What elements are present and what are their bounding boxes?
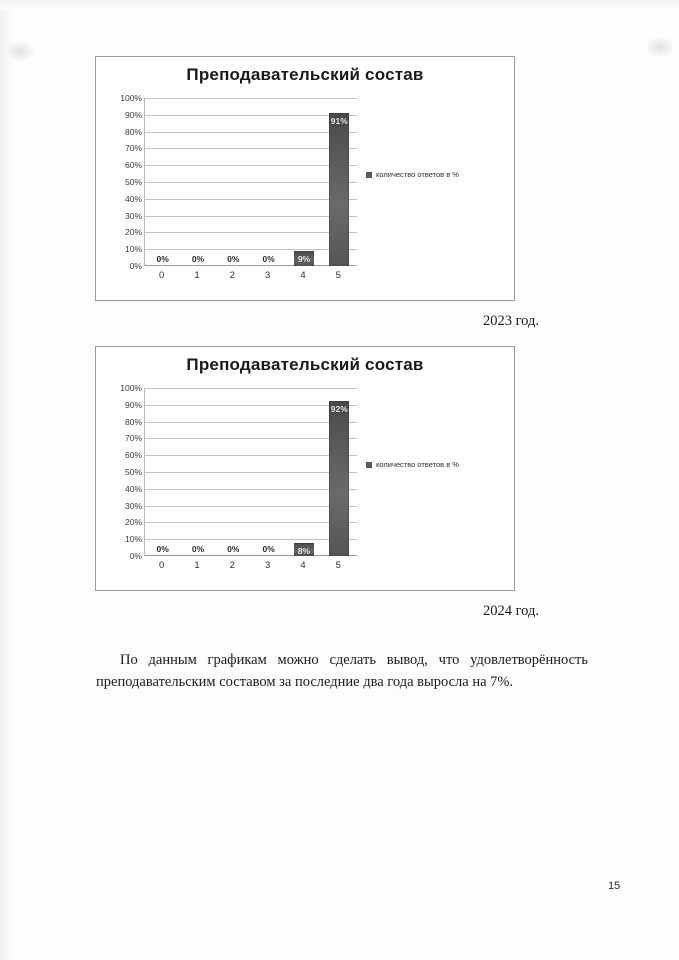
x-tick-5: 5: [335, 270, 341, 281]
x-tick-4: 4: [300, 560, 306, 571]
bar-value-label: 0%: [191, 544, 205, 554]
x-tick-1: 1: [194, 270, 200, 281]
y-tick-70: 70%: [124, 143, 142, 154]
scan-artifact: [645, 36, 675, 58]
chart-2023: [95, 56, 515, 301]
x-axis-ticks: [144, 270, 356, 281]
x-tick-0: 0: [159, 560, 165, 571]
bar: [329, 113, 349, 266]
bar-slot: [146, 98, 180, 266]
plot-area: [144, 98, 357, 266]
x-tick-4: 4: [300, 270, 306, 281]
y-tick-100: 100%: [120, 93, 142, 103]
legend-label: количество ответов в %: [376, 170, 459, 179]
bar-value-label: 0%: [227, 254, 240, 264]
y-tick-60: 60%: [124, 450, 142, 461]
chart-2024: [95, 346, 515, 591]
x-tick-2: 2: [229, 560, 235, 571]
plot-area: [144, 388, 357, 556]
bar: [329, 401, 349, 556]
x-tick-3: 3: [264, 560, 271, 571]
y-tick-90: 90%: [124, 109, 142, 120]
plot-wrapper: [96, 92, 514, 300]
chart-caption-2023: 2023 год.: [482, 313, 539, 329]
y-tick-0: 0%: [129, 261, 142, 271]
bar-group: [145, 98, 357, 266]
legend-label: количество ответов в %: [376, 460, 459, 469]
y-axis-ticks: [102, 93, 142, 271]
y-tick-10: 10%: [124, 534, 142, 545]
chart-title: Преподавательский состав: [186, 65, 424, 84]
y-tick-30: 30%: [124, 500, 142, 511]
bar: [294, 543, 314, 556]
chart-legend: [366, 170, 459, 179]
bar-value-label: 0%: [191, 254, 205, 264]
bar-value-label: 0%: [156, 544, 169, 554]
bar-slot: [252, 388, 286, 556]
bar: [294, 251, 314, 266]
body-paragraph: По данным графикам можно сделать вывод, что удовлетворённость преподавательским составом за последние два года выросла на 7%.: [96, 651, 588, 690]
bar-value-label: 9%: [297, 253, 311, 264]
chart-caption-2024: 2024 год.: [482, 603, 539, 619]
page-number: 15: [608, 880, 621, 892]
x-tick-0: 0: [159, 270, 165, 281]
bar-slot: [146, 388, 180, 556]
x-tick-2: 2: [229, 270, 235, 281]
bar-value-label: 92%: [330, 404, 348, 415]
x-tick-3: 3: [264, 270, 271, 281]
y-tick-60: 60%: [124, 160, 142, 171]
bar-group: [145, 388, 357, 556]
y-tick-70: 70%: [124, 433, 142, 444]
bar-slot: [181, 388, 215, 556]
legend-swatch-icon: [366, 462, 372, 468]
chart-title: Преподавательский состав: [186, 355, 424, 374]
y-tick-50: 50%: [124, 177, 142, 187]
x-axis-ticks: [144, 560, 356, 571]
y-tick-20: 20%: [124, 517, 142, 528]
x-tick-5: 5: [335, 560, 341, 571]
bar-slot: [322, 98, 356, 266]
y-tick-80: 80%: [124, 126, 142, 137]
y-tick-50: 50%: [124, 467, 142, 477]
y-tick-20: 20%: [124, 227, 142, 238]
bar-slot: [252, 98, 286, 266]
scan-edge-shadow-top: [0, 0, 679, 10]
bar-value-label: 8%: [297, 545, 311, 556]
bar-value-label: 0%: [227, 544, 240, 554]
y-tick-40: 40%: [124, 193, 142, 204]
bar-slot: [287, 388, 321, 556]
bar-value-label: 0%: [262, 254, 275, 264]
x-tick-1: 1: [194, 560, 200, 571]
bar-slot: [287, 98, 321, 266]
plot-wrapper: [96, 382, 514, 590]
y-axis-ticks: [102, 383, 142, 561]
bar-value-label: 91%: [330, 116, 348, 127]
y-tick-10: 10%: [124, 244, 142, 255]
bar-slot: [181, 98, 215, 266]
y-tick-90: 90%: [124, 399, 142, 410]
y-tick-100: 100%: [120, 383, 142, 393]
legend-swatch-icon: [366, 172, 372, 178]
y-tick-30: 30%: [124, 210, 142, 221]
bar-slot: [216, 388, 250, 556]
y-tick-40: 40%: [124, 483, 142, 494]
bar-value-label: 0%: [156, 254, 169, 264]
y-tick-80: 80%: [124, 416, 142, 427]
chart-legend: [366, 460, 459, 469]
scan-edge-shadow-left: [0, 0, 14, 960]
bar-value-label: 0%: [262, 544, 275, 554]
y-tick-0: 0%: [129, 551, 142, 561]
scan-artifact: [5, 40, 35, 62]
bar-slot: [216, 98, 250, 266]
bar-slot: [322, 388, 356, 556]
